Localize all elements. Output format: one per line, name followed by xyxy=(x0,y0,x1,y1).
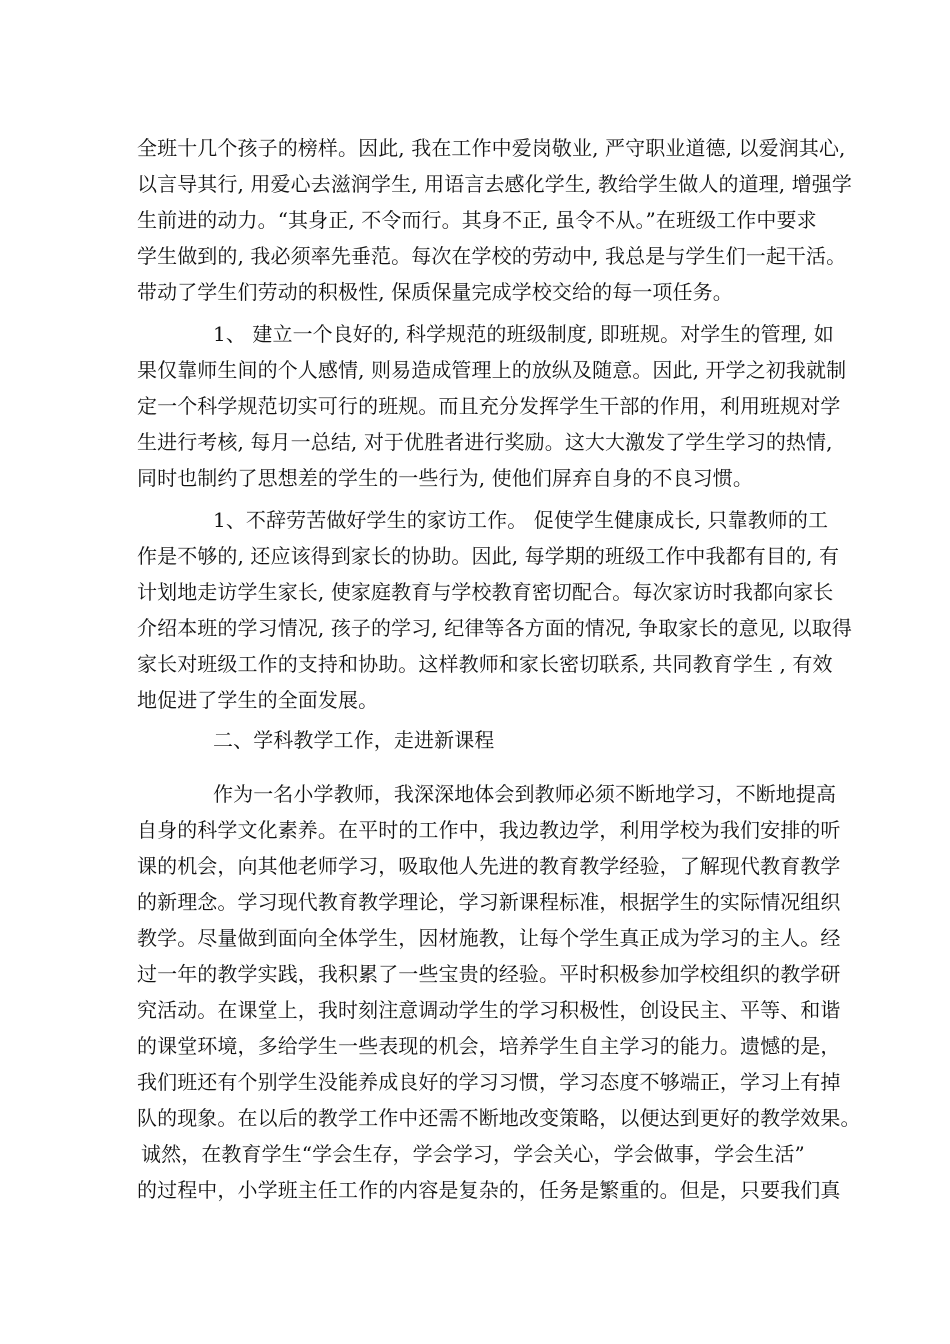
text-line: 带动了学生们劳动的积极性, 保质保量完成学校交给的每一项任务。 xyxy=(137,280,733,304)
text-line: 地促进了学生的全面发展。 xyxy=(137,688,379,712)
section-heading xyxy=(137,722,827,758)
text-line: 我们班还有个别学生没能养成良好的学习习惯，学习态度不够端正，学习上有掉 xyxy=(137,1070,841,1094)
text-line: 以言导其行, 用爱心去滋润学生, 用语言去感化学生, 教给学生做人的道理, 增强学 xyxy=(137,172,852,196)
text-line: 作为一名小学教师，我深深地体会到教师必须不断地学习，不断地提高 xyxy=(213,782,837,806)
text-line: 究活动。在课堂上，我时刻注意调动学生的学习积极性，创设民主、平等、和谐 xyxy=(137,998,841,1022)
text-line: 自身的科学文化素养。在平时的工作中，我边教边学，利用学校为我们安排的听 xyxy=(137,818,841,842)
text-line: 诚然，在教育学生“学会生存，学会学习，学会关心，学会做事，学会生活” xyxy=(141,1142,805,1166)
text-line: 的课堂环境，多给学生一些表现的机会，培养学生自主学习的能力。遗憾的是， xyxy=(137,1034,841,1058)
text-line: 的过程中，小学班主任工作的内容是复杂的，任务是繁重的。但是，只要我们真 xyxy=(137,1178,841,1202)
text-line: 同时也制约了思想差的学生的一些行为, 使他们屏弃自身的不良习惯。 xyxy=(137,466,753,490)
paragraph-teaching xyxy=(137,776,861,1208)
text-line: 1、 建立一个良好的, 科学规范的班级制度, 即班规。对学生的管理, 如 xyxy=(213,322,834,346)
text-line: 作是不够的, 还应该得到家长的协助。因此, 每学期的班级工作中我都有目的, 有 xyxy=(137,544,840,568)
text-line: 全班十几个孩子的榜样。因此, 我在工作中爱岗敬业, 严守职业道德, 以爱润其心, xyxy=(137,136,846,160)
text-line: 计划地走访学生家长, 使家庭教育与学校教育密切配合。每次家访时我都向家长 xyxy=(137,580,834,604)
paragraph-class-rules xyxy=(137,316,847,496)
text-line: 生进行考核, 每月一总结, 对于优胜者进行奖励。这大大激发了学生学习的热情, xyxy=(137,430,833,454)
text-line: 1、不辞劳苦做好学生的家访工作。 促使学生健康成长, 只靠教师的工 xyxy=(213,508,829,532)
text-line: 学生做到的, 我必须率先垂范。每次在学校的劳动中, 我总是与学生们一起干活。 xyxy=(137,244,847,268)
text-line: 课的机会，向其他老师学习，吸取他人先进的教育教学经验，了解现代教育教学 xyxy=(137,854,841,878)
text-line: 生前进的动力。“其身正, 不令而行。其身不正, 虽令不从。”在班级工作中要求 xyxy=(137,208,817,232)
text-line: 定一个科学规范切实可行的班规。而且充分发挥学生干部的作用，利用班规对学 xyxy=(137,394,841,418)
text-line: 教学。尽量做到面向全体学生，因材施教，让每个学生真正成为学习的主人。经 xyxy=(137,926,841,950)
heading-text: 二、学科教学工作，走进新课程 xyxy=(213,728,495,752)
paragraph-home-visits xyxy=(137,502,852,718)
text-line: 的新理念。学习现代教育教学理论，学习新课程标准，根据学生的实际情况组织 xyxy=(137,890,841,914)
text-line: 过一年的教学实践，我积累了一些宝贵的经验。平时积极参加学校组织的教学研 xyxy=(137,962,841,986)
text-line: 家长对班级工作的支持和协助。这样教师和家长密切联系, 共同教育学生 , 有效 xyxy=(137,652,833,676)
text-line: 果仅靠师生间的个人感情, 则易造成管理上的放纵及随意。因此, 开学之初我就制 xyxy=(137,358,847,382)
text-line: 介绍本班的学习情况, 孩子的学习, 纪律等各方面的情况, 争取家长的意见, 以取得 xyxy=(137,616,852,640)
text-line: 队的现象。在以后的教学工作中还需不断地改变策略，以便达到更好的教学效果。 xyxy=(137,1106,861,1130)
paragraph-intro-role-model xyxy=(137,130,852,310)
